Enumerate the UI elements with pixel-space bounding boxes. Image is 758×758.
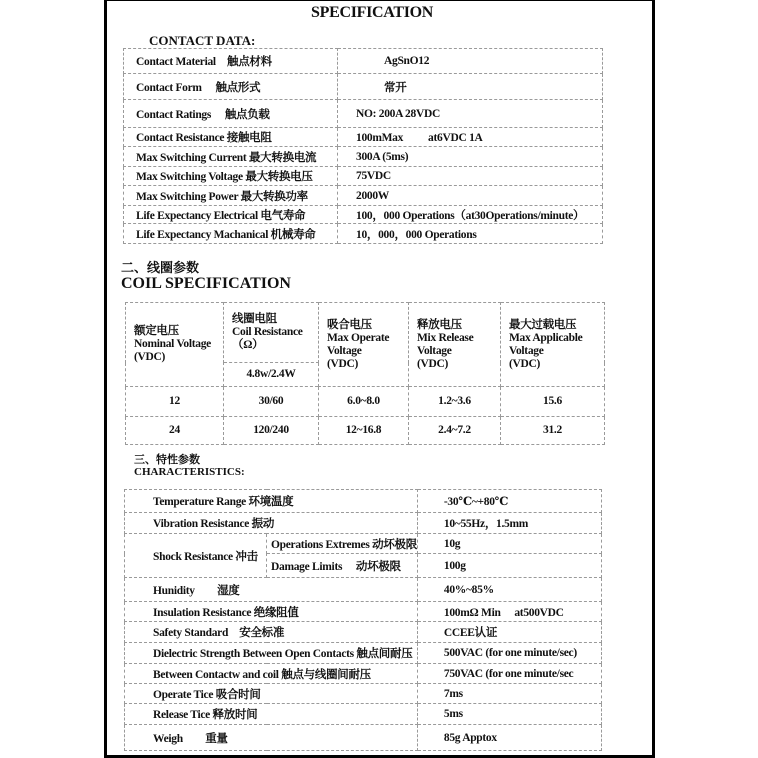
spec-value: 2000W [338, 186, 603, 206]
spec-label: Life Expectancy Electrical 电气寿命 [124, 206, 338, 224]
spec-label: Contact Form 触点形式 [124, 74, 338, 100]
table-row [125, 513, 602, 534]
table-row [126, 387, 605, 417]
spec-label: Between Contactw and coil 触点与线圈间耐压 [125, 664, 418, 684]
characteristics-heading-cn: 三、特性参数 [134, 454, 200, 466]
coil-cell: 15.6 [501, 387, 605, 417]
spec-label: Hunidity 湿度 [125, 578, 418, 602]
header-operate-voltage: 吸合电压 Max Operate Voltage (VDC) [319, 303, 409, 387]
contact-data-table [123, 48, 603, 244]
coil-cell: 12~16.8 [319, 417, 409, 445]
spec-value: 100mΩ Min at500VDC [417, 602, 601, 622]
coil-cell: 1.2~3.6 [409, 387, 501, 417]
spec-sublabel: Operations Extremes 动坏极限 [267, 534, 418, 554]
spec-value: 500VAC (for one minute/sec) [417, 643, 601, 664]
table-row [124, 147, 603, 167]
header-release-voltage: 释放电压 Mix Release Voltage (VDC) [409, 303, 501, 387]
coil-cell: 30/60 [224, 387, 319, 417]
spec-value: 85g Apptox [417, 725, 601, 751]
table-row [124, 128, 603, 147]
page-title: SPECIFICATION [311, 4, 434, 21]
table-row [125, 534, 602, 554]
table-row [125, 704, 602, 725]
spec-value: -30℃~+80℃ [417, 490, 601, 513]
spec-value: 7ms [417, 684, 601, 704]
spec-label: Release Tice 释放时间 [125, 704, 418, 725]
spec-label: Life Expectancy Machanical 机械寿命 [124, 224, 338, 244]
table-row [124, 186, 603, 206]
table-row [125, 578, 602, 602]
table-row [125, 664, 602, 684]
spec-value: 100，000 Operations（at30Operations/minute） [338, 206, 603, 224]
table-row [126, 417, 605, 445]
spec-label: Operate Tice 吸合时间 [125, 684, 418, 704]
table-row [124, 167, 603, 186]
coil-cell: 31.2 [501, 417, 605, 445]
spec-value: 10g [417, 534, 601, 554]
spec-label: Shock Resistance 冲击 [125, 534, 267, 578]
spec-label: Insulation Resistance 绝缘阻值 [125, 602, 418, 622]
table-row [124, 206, 603, 224]
spec-value: 300A (5ms) [338, 147, 603, 167]
spec-value: NO: 200A 28VDC [338, 100, 603, 128]
coil-cell: 2.4~7.2 [409, 417, 501, 445]
spec-label: Safety Standard 安全标准 [125, 622, 418, 643]
spec-label: Contact Material 触点材料 [124, 49, 338, 74]
spec-value: 10，000，000 Operations [338, 224, 603, 244]
table-row [124, 49, 603, 74]
spec-label: Dielectric Strength Between Open Contacts 触点间耐压 [125, 643, 418, 664]
spec-label: Weigh 重量 [125, 725, 418, 751]
coil-cell: 24 [126, 417, 224, 445]
coil-cell: 120/240 [224, 417, 319, 445]
table-row [125, 725, 602, 751]
table-row [125, 643, 602, 664]
contact-data-heading: CONTACT DATA: [149, 33, 256, 48]
header-nominal-voltage: 额定电压 Nominal Voltage (VDC) [126, 303, 224, 387]
spec-value: 100g [417, 554, 601, 578]
header-resistance-power: 4.8w/2.4W [224, 363, 319, 387]
table-row [125, 490, 602, 513]
header-applicable-voltage: 最大过载电压 Max Applicable Voltage (VDC) [501, 303, 605, 387]
table-row [125, 602, 602, 622]
spec-value: 40%~85% [417, 578, 601, 602]
table-row [124, 224, 603, 244]
spec-value: 100mMax at6VDC 1A [338, 128, 603, 147]
spec-label: Max Switching Voltage 最大转换电压 [124, 167, 338, 186]
spec-value: CCEE认证 [417, 622, 601, 643]
spec-label: Contact Ratings 触点负载 [124, 100, 338, 128]
table-row [125, 684, 602, 704]
header-coil-resistance: 线圈电阻 Coil Resistance （Ω） [224, 303, 319, 363]
spec-label: Vibration Resistance 振动 [125, 513, 418, 534]
spec-value: 10~55Hz，1.5mm [417, 513, 601, 534]
coil-cell: 12 [126, 387, 224, 417]
coil-heading: COIL SPECIFICATION [121, 275, 291, 292]
spec-label: Max Switching Current 最大转换电流 [124, 147, 338, 167]
spec-value: 75VDC [338, 167, 603, 186]
coil-heading-cn: 二、线圈参数 [121, 260, 200, 275]
spec-label: Contact Resistance 接触电阻 [124, 128, 338, 147]
coil-cell: 6.0~8.0 [319, 387, 409, 417]
spec-sublabel: Damage Limits 动坏极限 [267, 554, 418, 578]
spec-label: Temperature Range 环境温度 [125, 490, 418, 513]
characteristics-table [124, 489, 602, 751]
characteristics-heading: CHARACTERISTICS: [134, 466, 245, 478]
spec-value: 5ms [417, 704, 601, 725]
table-row [125, 622, 602, 643]
table-row [124, 100, 603, 128]
spec-value: 常开 [338, 74, 603, 100]
spec-value: AgSnO12 [338, 49, 603, 74]
coil-spec-table [125, 302, 605, 445]
table-row [124, 74, 603, 100]
spec-value: 750VAC (for one minute/sec [417, 664, 601, 684]
spec-label: Max Switching Power 最大转换功率 [124, 186, 338, 206]
